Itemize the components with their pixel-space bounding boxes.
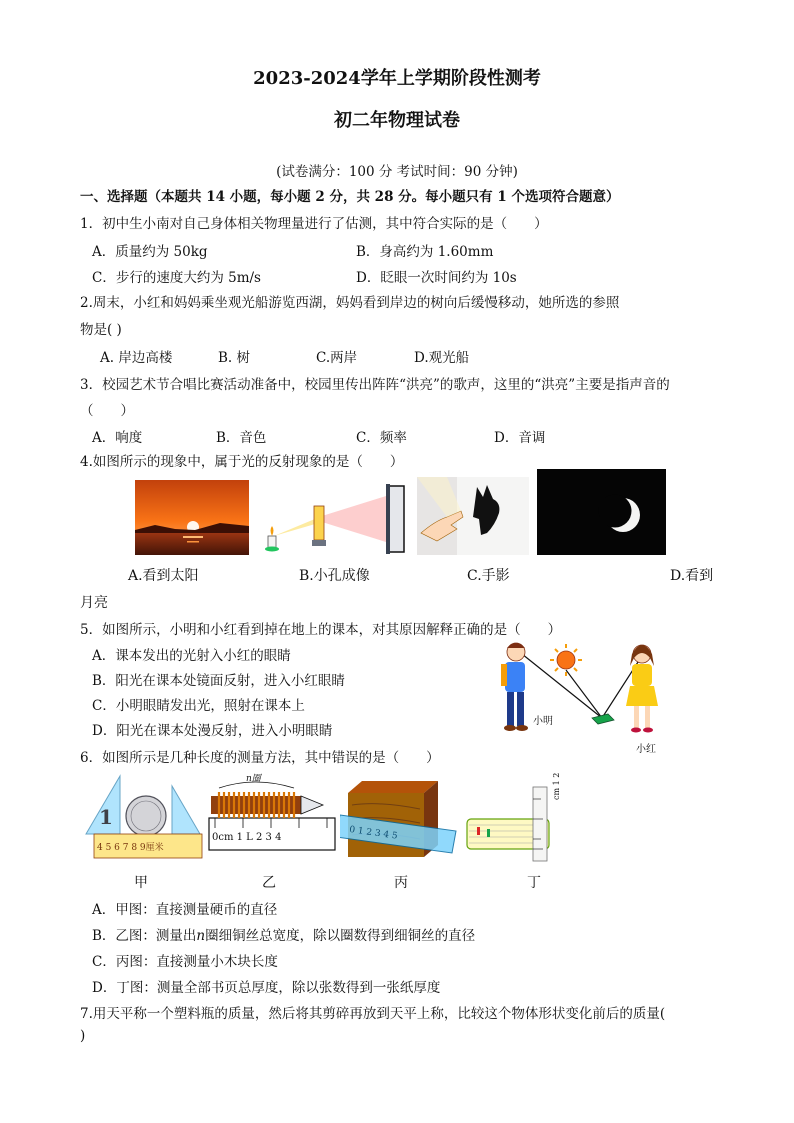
q3-option-d: D．音调: [494, 430, 546, 446]
q3-option-b: B．音色: [216, 430, 267, 446]
q6-option-d: D．丁图：测量全部书页总厚度，除以张数得到一张纸厚度: [92, 980, 441, 996]
exam-subtitle: 初二年物理试卷: [334, 110, 460, 131]
q5-option-a: A．课本发出的光射入小红的眼睛: [92, 648, 291, 664]
q6-caption-jia: 甲: [134, 875, 148, 891]
label-xiaoming: 小明: [533, 716, 553, 727]
q4-caption-d-cont: 月亮: [80, 595, 108, 611]
girl-figure: [626, 645, 658, 733]
label-xiaohong: 小红: [636, 744, 656, 755]
q1-option-c: C．步行的速度大约为 5m/s: [92, 270, 261, 286]
ruler-bing-ticks: 0 1 2 3 4 5: [348, 825, 399, 842]
q6-caption-bing: 丙: [394, 875, 408, 891]
moon-image: [537, 469, 666, 555]
q6-option-c: C．丙图：直接测量小木块长度: [92, 954, 278, 970]
q1-option-a: A．质量约为 50kg: [92, 244, 208, 260]
q2-stem-line2: 物是( ): [80, 322, 122, 338]
q3-option-a: A．响度: [92, 430, 143, 446]
q1-stem: 1．初中生小南对自己身体相关物理量进行了估测，其中符合实际的是（ ）: [80, 216, 548, 232]
q3-stem-line1: 3．校园艺术节合唱比赛活动准备中，校园里传出阵阵“洪亮”的歌声，这里的“洪亮”主要是指声音的: [80, 377, 670, 393]
q6-option-b: B．乙图：测量出n圈细铜丝总宽度，除以圈数得到细铜丝的直径: [92, 928, 476, 944]
exam-info: (试卷满分：100 分 考试时间：90 分钟): [276, 164, 518, 180]
q2-option-b: B. 树: [218, 350, 251, 366]
q5-stem: 5．如图所示，小明和小红看到掉在地上的课本，对其原因解释正确的是（ ）: [80, 622, 562, 638]
q4-caption-b: B.小孔成像: [299, 568, 370, 584]
pinhole-image: [262, 478, 412, 558]
q7-stem-line1: 7.用天平称一个塑料瓶的质量，然后将其剪碎再放到天平上称，比较这个物体形状变化前后的质量(: [80, 1006, 666, 1022]
wood-block-figure: [340, 775, 465, 860]
q1-option-d: D．眨眼一次时间约为 10s: [356, 270, 517, 286]
ruler-jia-ticks: 4 5 6 7 8 9厘米: [97, 843, 164, 853]
q5-option-c: C．小明眼睛发出光，照射在课本上: [92, 698, 305, 714]
q3-stem-line2: （ ）: [80, 403, 134, 419]
coil-count-label: n圈: [246, 774, 261, 784]
q7-stem-line2: ): [80, 1028, 86, 1044]
sunset-image: [135, 480, 249, 555]
q2-stem-line1: 2.周末，小红和妈妈乘坐观光船游览西湖，妈妈看到岸边的树向后缓慢移动，她所选的参照: [80, 295, 620, 311]
hand-shadow-image: [417, 477, 529, 555]
q2-option-c: C.两岸: [316, 350, 358, 366]
q5-option-d: D．阳光在课本处漫反射，进入小明眼睛: [92, 723, 333, 739]
q6-caption-ding: 丁: [527, 875, 541, 891]
section-heading: 一、选择题（本题共 14 小题，每小题 2 分，共 28 分。每小题只有 1 个选项符合题意）: [80, 189, 620, 205]
q6-stem: 6．如图所示是几种长度的测量方法，其中错误的是（ ）: [80, 750, 440, 766]
coin-value: 1: [99, 805, 113, 829]
q4-caption-d: D.看到: [670, 568, 714, 584]
q5-option-b: B．阳光在课本处镜面反射，进入小红眼睛: [92, 673, 345, 689]
q3-option-c: C．频率: [356, 430, 407, 446]
q4-caption-c: C.手影: [467, 568, 510, 584]
q2-option-d: D.观光船: [414, 350, 470, 366]
q6-option-a: A．甲图：直接测量硬币的直径: [92, 902, 278, 918]
boy-figure: [501, 643, 528, 731]
q6-caption-yi: 乙: [262, 875, 276, 891]
ruler-ding-ticks: cm 1 2: [552, 772, 561, 800]
q1-option-b: B．身高约为 1.60mm: [356, 244, 494, 260]
q4-caption-a: A.看到太阳: [128, 568, 199, 584]
wire-coil-figure: [205, 770, 340, 860]
q2-option-a: A. 岸边高楼: [100, 350, 173, 366]
ruler-yi-ticks: 0cm 1 L 2 3 4: [212, 832, 282, 843]
reflection-illustration: [490, 636, 680, 756]
exam-title: 2023-2024学年上学期阶段性测考: [253, 68, 541, 89]
sun-icon: [550, 644, 582, 676]
q4-stem: 4.如图所示的现象中，属于光的反射现象的是（ ）: [80, 454, 404, 470]
